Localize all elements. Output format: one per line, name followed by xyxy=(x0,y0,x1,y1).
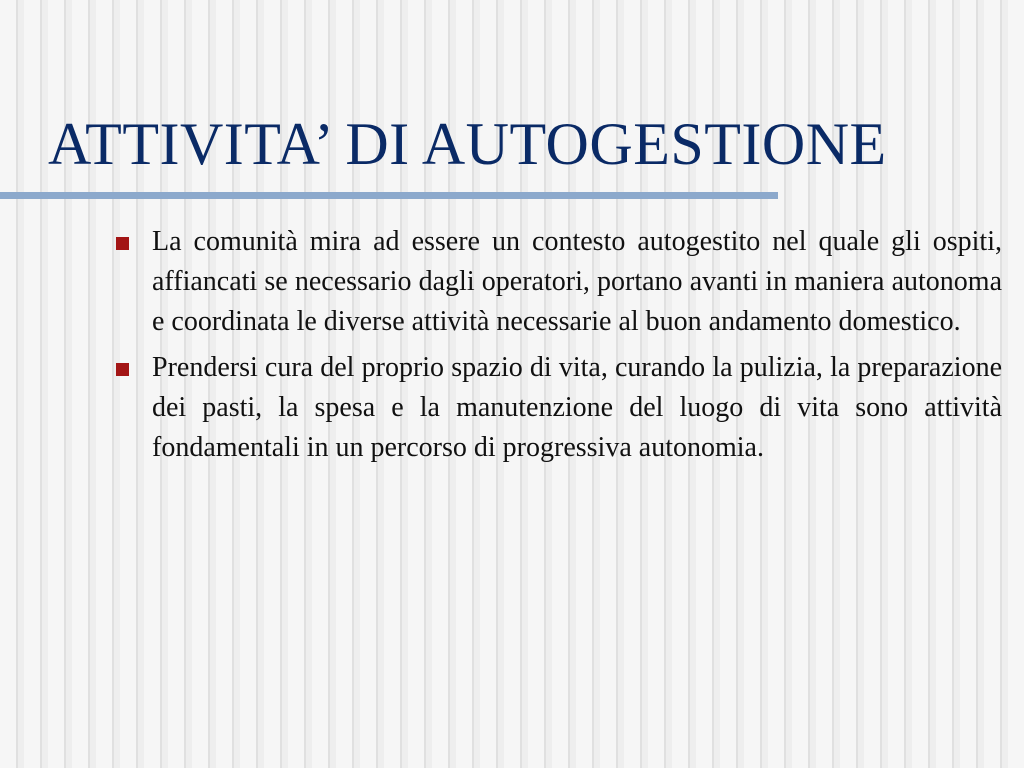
square-bullet-icon xyxy=(116,363,129,376)
slide-title: ATTIVITA’ DI AUTOGESTIONE xyxy=(48,111,887,177)
bullet-list xyxy=(112,222,1002,474)
bullet-item-2 xyxy=(112,348,1002,468)
bullet-text-1: La comunità mira ad essere un contesto autogestito nel quale gli ospiti, affiancati se necessario dagli operatori, portano avanti in maniera autonoma e coordinata le diverse attività necessarie al buon andamento domestico. xyxy=(152,226,1002,337)
square-bullet-icon xyxy=(116,237,129,250)
bullet-item-1 xyxy=(112,222,1002,342)
title-underline-divider xyxy=(0,192,778,199)
bullet-text-2: Prendersi cura del proprio spazio di vita, curando la pulizia, la preparazione dei pasti, la spesa e la manutenzione del luogo di vita sono attività fondamentali in un percorso di progressiva autonomia. xyxy=(152,352,1002,463)
